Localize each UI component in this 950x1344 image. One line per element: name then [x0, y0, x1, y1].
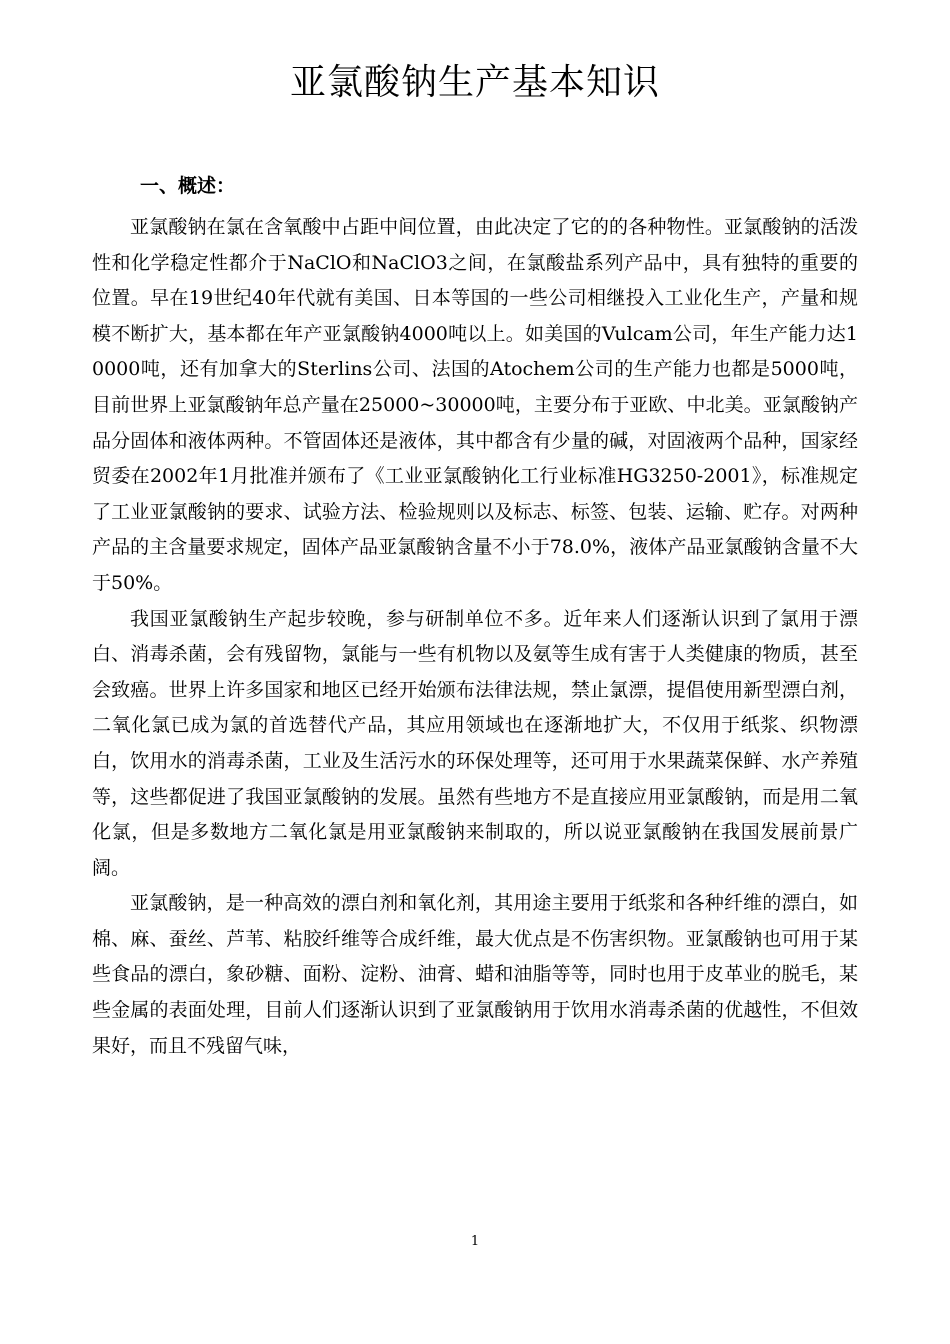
section-heading: 一、概述： [140, 175, 236, 197]
page-number: 1 [470, 1234, 480, 1249]
paragraph-domestic-development: 我国亚氯酸钠生产起步较晚，参与研制单位不多。近年来人们逐渐认识到了氯用于漂白、消毒杀菌，会有残留物，氯能与一些有机物以及氨等生成有害于人类健康的物质，甚至会致癌。世界上许多国家和地区已经开始颁布法律法规，禁止氯漂，提倡使用新型漂白剂，二氧化氯已成为氯的首选替代产品，其应用领域也在逐渐地扩大，不仅用于纸浆、织物漂白，饮用水的消毒杀菌，工业及生活污水的环保处理等，还可用于水果蔬菜保鲜、水产养殖等，这些都促进了我国亚氯酸钠的发展。虽然有些地方不是直接应用亚氯酸钠，而是用二氧化氯，但是多数地方二氧化氯是用亚氯酸钠来制取的，所以说亚氯酸钠在我国发展前景广阔。 [92, 607, 858, 879]
paragraph-overview: 亚氯酸钠在氯在含氧酸中占距中间位置，由此决定了它的的各种物性。亚氯酸钠的活泼性和化学稳定性都介于NaClO和NaClO3之间，在氯酸盐系列产品中，具有独特的重要的位置。早在19世纪40年代就有美国、日本等国的一些公司相继投入工业化生产，产量和规模不断扩大，基本都在年产亚氯酸钠4000吨以上。如美国的Vulcam公司，年生产能力达10000吨，还有加拿大的Sterlins公司、法国的Atochem公司的生产能力也都是5000吨，目前世界上亚氯酸钠年总产量在25000~30000吨，主要分布于亚欧、中北美。亚氯酸钠产品分固体和液体两种。不管固体还是液体，其中都含有少量的碱，对固液两个品种，国家经贸委在2002年1月批准并颁布了《工业亚氯酸钠化工行业标准HG3250-2001》，标准规定了工业亚氯酸钠的要求、试验方法、检验规则以及标志、标签、包装、运输、贮存。对两种产品的主含量要求规定，固体产品亚氯酸钠含量不小于78.0%，液体产品亚氯酸钠含量不大于50%。 [92, 216, 858, 594]
paragraph-applications: 亚氯酸钠，是一种高效的漂白剂和氧化剂，其用途主要用于纸浆和各种纤维的漂白，如棉、麻、蚕丝、芦苇、粘胶纤维等合成纤维，最大优点是不伤害织物。亚氯酸钠也可用于某些食品的漂白，象砂糖、面粉、淀粉、油膏、蜡和油脂等等，同时也用于皮革业的脱毛，某些金属的表面处理，目前人们逐渐认识到了亚氯酸钠用于饮用水消毒杀菌的优越性，不但效果好，而且不残留气味， [92, 892, 858, 1057]
document-title: 亚氯酸钠生产基本知识 [289, 62, 660, 103]
body-text [92, 210, 858, 1064]
